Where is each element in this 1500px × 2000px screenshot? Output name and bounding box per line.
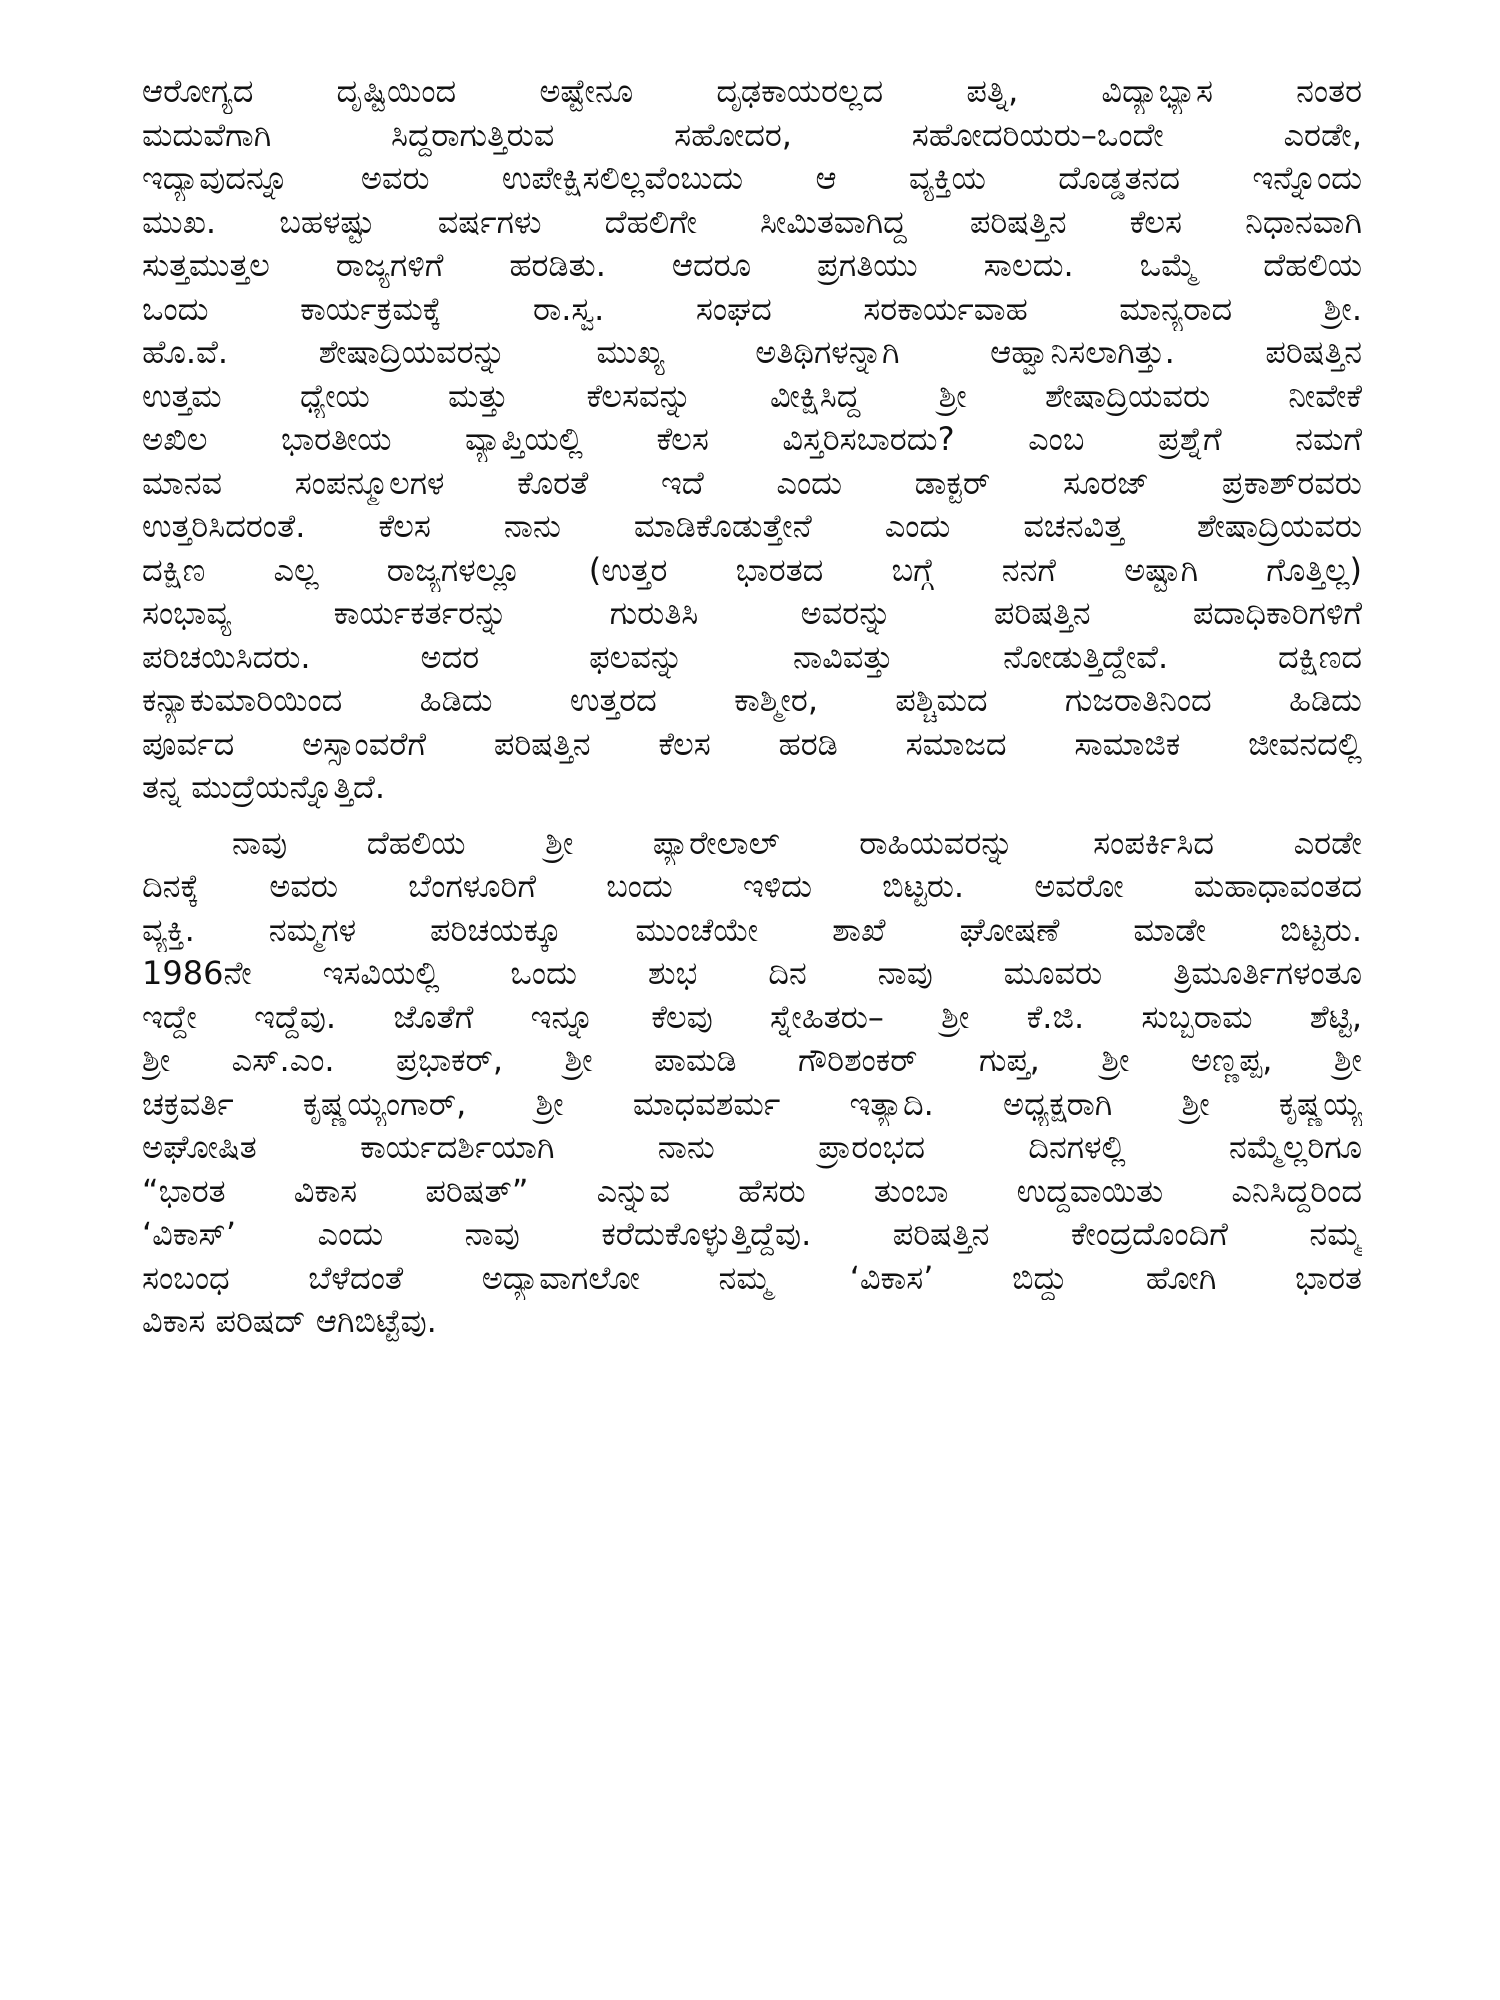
text-line: ಕನ್ಯಾಕುಮಾರಿಯಿಂದ ಹಿಡಿದು ಉತ್ತರದ ಕಾಶ್ಮೀರ, ಪಶ್ಚಿಮದ ಗುಜರಾತಿನಿಂದ ಹಿಡಿದು xyxy=(142,681,1362,719)
text-line: ಸಂಭಾವ್ಯ ಕಾರ್ಯಕರ್ತರನ್ನು ಗುರುತಿಸಿ ಅವರನ್ನು ಪರಿಷತ್ತಿನ ಪದಾಧಿಕಾರಿಗಳಿಗೆ xyxy=(142,594,1362,632)
text-line: ವಿಕಾಸ ಪರಿಷದ್ ಆಗಿಬಿಟ್ಟೆವು. xyxy=(142,1302,437,1340)
text-line: 1986ನೇ ಇಸವಿಯಲ್ಲಿ ಒಂದು ಶುಭ ದಿನ ನಾವು ಮೂವರು ತ್ರಿಮೂರ್ತಿಗಳಂತೂ xyxy=(142,954,1362,992)
text-line: ಮುಖ. ಬಹಳಷ್ಟು ವರ್ಷಗಳು ದೆಹಲಿಗೇ ಸೀಮಿತವಾಗಿದ್ದ ಪರಿಷತ್ತಿನ ಕೆಲಸ ನಿಧಾನವಾಗಿ xyxy=(142,202,1362,241)
text-line: ಮದುವೆಗಾಗಿ ಸಿದ್ಧರಾಗುತ್ತಿರುವ ಸಹೋದರ, ಸಹೋದರಿಯರು–ಒಂದೇ ಎರಡೇ, xyxy=(142,115,1362,154)
text-line: ಹೊ.ವೆ. ಶೇಷಾದ್ರಿಯವರನ್ನು ಮುಖ್ಯ ಅತಿಥಿಗಳನ್ನಾಗಿ ಆಹ್ವಾನಿಸಲಾಗಿತ್ತು. ಪರಿಷತ್ತಿನ xyxy=(142,333,1362,371)
text-line: ಸಂಬಂಧ ಬೆಳೆದಂತೆ ಅದ್ಯಾವಾಗಲೋ ನಮ್ಮ ‘ವಿಕಾಸ’ ಬಿದ್ದು ಹೋಗಿ ಭಾರತ xyxy=(142,1258,1362,1297)
text-line: ಅಖಿಲ ಭಾರತೀಯ ವ್ಯಾಪ್ತಿಯಲ್ಲಿ ಕೆಲಸ ವಿಸ್ತರಿಸಬಾರದು? ಎಂಬ ಪ್ರಶ್ನೆಗೆ ನಮಗೆ xyxy=(142,420,1362,458)
document-page xyxy=(142,70,1362,1344)
text-line: ದಿನಕ್ಕೆ ಅವರು ಬೆಂಗಳೂರಿಗೆ ಬಂದು ಇಳಿದು ಬಿಟ್ಟರು. ಅವರೋ ಮಹಾಧಾವಂತದ xyxy=(142,867,1362,905)
text-line: ಒಂದು ಕಾರ್ಯಕ್ರಮಕ್ಕೆ ರಾ.ಸ್ವ. ಸಂಘದ ಸರಕಾರ್ಯವಾಹ ಮಾನ್ಯರಾದ ಶ್ರೀ. xyxy=(142,289,1362,328)
text-line: ಚಕ್ರವರ್ತಿ ಕೃಷ್ಣಯ್ಯಂಗಾರ್, ಶ್ರೀ ಮಾಧವಶರ್ಮ ಇತ್ಯಾದಿ. ಅಧ್ಯಕ್ಷರಾಗಿ ಶ್ರೀ ಕೃಷ್ಣಯ್ಯ xyxy=(142,1084,1362,1123)
text-line: ಉತ್ತರಿಸಿದರಂತೆ. ಕೆಲಸ ನಾನು ಮಾಡಿಕೊಡುತ್ತೇನೆ ಎಂದು ವಚನವಿತ್ತ ಶೇಷಾದ್ರಿಯವರು xyxy=(142,507,1362,545)
text-line: ಮಾನವ ಸಂಪನ್ಮೂಲಗಳ ಕೊರತೆ ಇದೆ ಎಂದು ಡಾಕ್ಟರ್ ಸೂರಜ್ ಪ್ರಕಾಶ್‌ರವರು xyxy=(142,463,1362,502)
text-line: ಅಘೋಷಿತ ಕಾರ್ಯದರ್ಶಿಯಾಗಿ ನಾನು ಪ್ರಾರಂಭದ ದಿನಗಳಲ್ಲಿ ನಮ್ಮೆಲ್ಲರಿಗೂ xyxy=(142,1128,1362,1166)
text-line: ದಕ್ಷಿಣ ಎಲ್ಲ ರಾಜ್ಯಗಳಲ್ಲೂ (ಉತ್ತರ ಭಾರತದ ಬಗ್ಗೆ ನನಗೆ ಅಷ್ಟಾಗಿ ಗೊತ್ತಿಲ್ಲ) xyxy=(142,550,1362,589)
text-line: “ಭಾರತ ವಿಕಾಸ ಪರಿಷತ್” ಎನ್ನುವ ಹೆಸರು ತುಂಬಾ ಉದ್ದವಾಯಿತು ಎನಿಸಿದ್ದರಿಂದ xyxy=(142,1171,1362,1210)
text-line: ವ್ಯಕ್ತಿ. ನಮ್ಮಗಳ ಪರಿಚಯಕ್ಕೂ ಮುಂಚೆಯೇ ಶಾಖೆ ಘೋಷಣೆ ಮಾಡೇ ಬಿಟ್ಟರು. xyxy=(142,910,1362,949)
text-line: ಸುತ್ತಮುತ್ತಲ ರಾಜ್ಯಗಳಿಗೆ ಹರಡಿತು. ಆದರೂ ಪ್ರಗತಿಯು ಸಾಲದು. ಒಮ್ಮೆ ದೆಹಲಿಯ xyxy=(142,246,1362,284)
text-line: ತನ್ನ ಮುದ್ರೆಯನ್ನೊತ್ತಿದೆ. xyxy=(142,768,386,806)
text-line: ಇದ್ಯಾವುದನ್ನೂ ಅವರು ಉಪೇಕ್ಷಿಸಲಿಲ್ಲವೆಂಬುದು ಆ ವ್ಯಕ್ತಿಯ ದೊಡ್ಡತನದ ಇನ್ನೊಂದು xyxy=(142,159,1362,197)
paragraph-1 xyxy=(142,70,1362,810)
text-line: ಆರೋಗ್ಯದ ದೃಷ್ಟಿಯಿಂದ ಅಷ್ಟೇನೂ ದೃಢಕಾಯರಲ್ಲದ ಪತ್ನಿ, ವಿದ್ಯಾಭ್ಯಾಸ ನಂತರ xyxy=(142,72,1362,110)
text-line: ನಾವು ದೆಹಲಿಯ ಶ್ರೀ ಪ್ಯಾರೇಲಾಲ್ ರಾಹಿಯವರನ್ನು ಸಂಪರ್ಕಿಸಿದ ಎರಡೇ xyxy=(232,823,1362,862)
text-line: ಉತ್ತಮ ಧ್ಯೇಯ ಮತ್ತು ಕೆಲಸವನ್ನು ವೀಕ್ಷಿಸಿದ್ದ ಶ್ರೀ ಶೇಷಾದ್ರಿಯವರು ನೀವೇಕೆ xyxy=(142,376,1362,415)
text-line: ಶ್ರೀ ಎಸ್.ಎಂ. ಪ್ರಭಾಕರ್, ಶ್ರೀ ಪಾಮಡಿ ಗೌರಿಶಂಕರ್ ಗುಪ್ತ, ಶ್ರೀ ಅಣ್ಣಪ್ಪ, ಶ್ರೀ xyxy=(142,1041,1362,1079)
text-line: ಇದ್ದೇ ಇದ್ದೆವು. ಜೊತೆಗೆ ಇನ್ನೂ ಕೆಲವು ಸ್ನೇಹಿತರು– ಶ್ರೀ ಕೆ.ಜಿ. ಸುಬ್ಬರಾಮ ಶೆಟ್ಟಿ, xyxy=(142,997,1362,1036)
paragraph-2 xyxy=(142,822,1362,1344)
text-line: ಪರಿಚಯಿಸಿದರು. ಅದರ ಫಲವನ್ನು ನಾವಿವತ್ತು ನೋಡುತ್ತಿದ್ದೇವೆ. ದಕ್ಷಿಣದ xyxy=(142,637,1362,676)
text-line: ‘ವಿಕಾಸ್’ ಎಂದು ನಾವು ಕರೆದುಕೊಳ್ಳುತ್ತಿದ್ದೆವು. ಪರಿಷತ್ತಿನ ಕೇಂದ್ರದೊಂದಿಗೆ ನಮ್ಮ xyxy=(142,1215,1362,1253)
text-line: ಪೂರ್ವದ ಅಸ್ಸಾಂವರೆಗೆ ಪರಿಷತ್ತಿನ ಕೆಲಸ ಹರಡಿ ಸಮಾಜದ ಸಾಮಾಜಿಕ ಜೀವನದಲ್ಲಿ xyxy=(142,724,1362,763)
